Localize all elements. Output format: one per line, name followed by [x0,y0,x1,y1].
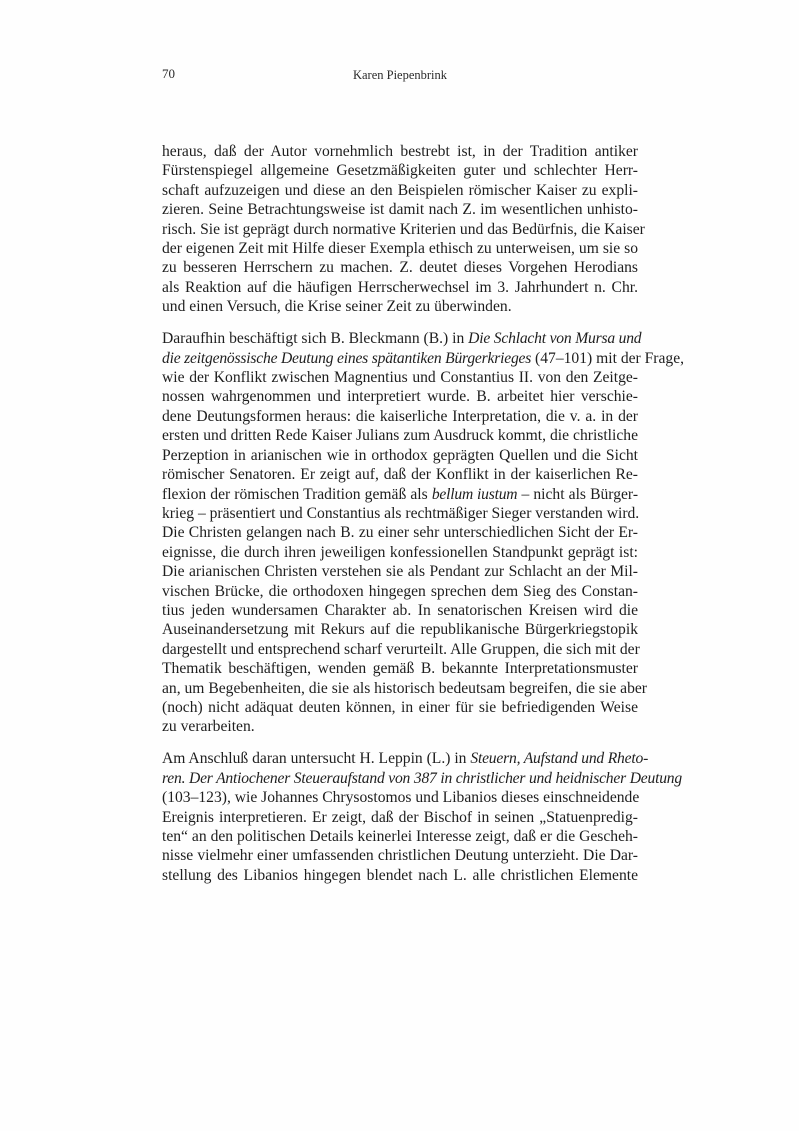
text-line [162,161,638,180]
text-run: krieg – präsentiert und Constantius als rechtmäßiger Sieger verstanden wird. [162,504,640,522]
text-line [162,349,685,368]
page-number: 70 [162,66,175,81]
text-run: (47–101) mit der Frage, [531,349,685,367]
text-run: flexion der römischen Tradition gemäß als [162,485,432,503]
text-line [162,426,638,445]
text-run: zieren. Seine Betrachtungsweise ist damit nach Z. im wesentlichen unhisto- [162,201,638,219]
text-line [162,297,638,316]
text-line [162,258,638,277]
text-line [162,827,638,846]
text-line [162,142,638,161]
text-run: und einen Versuch, die Krise seiner Zeit zu überwinden. [162,298,512,316]
text-line [162,601,638,620]
text-line [162,220,645,239]
text-line [162,769,682,788]
text-run: an, um Begebenheiten, die sie als historisch bedeutsam begreifen, die sie aber [162,679,647,697]
body-text [162,142,685,885]
text-run: nossen wahrgenommen und interpretiert wurde. B. arbeitet hier verschie- [162,388,638,406]
text-line [162,543,638,562]
text-line [162,582,638,601]
text-run: Thematik beschäftigen, wenden gemäß B. bekannte Interpretationsmuster [162,660,638,678]
text-run: tius jeden wundersamen Charakter ab. In senatorischen Kreisen wird die [162,601,638,619]
text-run: nisse vielmehr einer umfassenden christlichen Deutung unterzieht. Die Dar- [162,847,638,865]
text-run: (noch) nicht adäquat deuten können, in einer für sie befriedigenden Weise [162,698,638,716]
text-run: stellung des Libanios hingegen blendet nach L. alle christlichen Elemente [162,866,638,884]
text-line [162,239,638,258]
text-run: zu besseren Herrschern zu machen. Z. deutet dieses Vorgehen Herodians [162,259,638,277]
text-line [162,698,638,717]
text-run: dargestellt und entsprechend scharf verurteilt. Alle Gruppen, die sich mit der [162,640,640,658]
text-line [162,465,638,484]
text-line [162,620,638,639]
text-run: als Reaktion auf die häufigen Herrscherwechsel im 3. Jahrhundert n. Chr. [162,278,638,296]
paragraph [162,329,685,737]
text-run: dene Deutungsformen heraus: die kaiserliche Interpretation, die v. a. in der [162,407,638,425]
paragraph [162,749,682,885]
text-line [162,446,638,465]
text-line [162,788,638,807]
text-line [162,808,638,827]
text-line [162,562,638,581]
text-line [162,485,638,504]
text-line [162,387,638,406]
text-run: vischen Brücke, die orthodoxen hingegen sprechen dem Sieg des Constan- [162,582,638,600]
text-run: Die Christen gelangen nach B. zu einer sehr unterschiedlichen Sicht der Er- [162,524,638,542]
text-run: (103–123), wie Johannes Chrysostomos und Libanios dieses einschneidende [162,789,640,807]
text-line [162,368,638,387]
italic-title: die zeitgenössische Deutung eines spätantiken Bürgerkrieges [162,349,532,367]
text-run: schaft aufzuzeigen und diese an den Beispielen römischer Kaiser zu expli- [162,181,638,199]
text-run: wie der Konflikt zwischen Magnentius und Constantius II. von den Zeitge- [162,369,638,387]
text-run: Perzeption in arianischen wie in orthodox geprägten Quellen und die Sicht [162,446,638,464]
text-line [162,679,647,698]
italic-title: Steuern, Aufstand und Rheto- [470,750,649,768]
text-run: ten“ an den politischen Details keinerlei Interesse zeigt, daß er die Gescheh- [162,828,638,845]
text-line [162,866,638,885]
text-line [162,329,642,348]
running-head-author: Karen Piepenbrink [352,68,448,82]
text-run: Auseinandersetzung mit Rekurs auf die republikanische Bürgerkriegstopik [162,621,638,639]
italic-title: bellum iustum [431,485,518,503]
italic-title: ren. Der Antiochener Steueraufstand von 387 in christlicher und heidnischer Deutung [162,769,682,787]
text-line [162,504,638,523]
text-line [162,523,638,542]
text-run: – nicht als Bürger- [517,485,639,503]
text-line [162,278,638,297]
text-run: heraus, daß der Autor vornehmlich bestrebt ist, in der Tradition antiker [162,143,638,160]
text-run: zu verarbeiten. [162,718,255,736]
text-line [162,749,649,768]
text-run: Daraufhin beschäftigt sich B. Bleckmann (B.) in [162,330,469,348]
text-run: der eigenen Zeit mit Hilfe dieser Exempla ethisch zu unterweisen, um sie so [162,240,638,258]
text-line [162,407,638,426]
text-run: Fürstenspiegel allgemeine Gesetzmäßigkeiten guter und schlechter Herr- [162,162,638,180]
text-line [162,659,638,678]
paragraph [162,142,645,317]
text-line [162,181,638,200]
text-line [162,717,638,736]
page-header [162,66,638,86]
text-line [162,846,638,865]
text-run: Ereignis interpretieren. Er zeigt, daß der Bischof in seinen „Statuenpredig- [162,808,638,826]
text-run: ersten und dritten Rede Kaiser Julians zum Ausdruck kommt, die christliche [162,427,638,445]
text-run: risch. Sie ist geprägt durch normative Kriterien und das Bedürfnis, die Kaiser [162,220,645,238]
text-run: Am Anschluß daran untersucht H. Leppin (L.) in [162,750,471,768]
text-run: eignisse, die durch ihren jeweiligen konfessionellen Standpunkt geprägt ist: [162,543,638,561]
text-run: Die arianischen Christen verstehen sie als Pendant zur Schlacht an der Mil- [162,563,638,581]
text-line [162,200,638,219]
text-line [162,640,638,659]
text-run: römischer Senatoren. Er zeigt auf, daß der Konflikt in der kaiserlichen Re- [162,466,638,484]
italic-title: Die Schlacht von Mursa und [468,330,642,348]
